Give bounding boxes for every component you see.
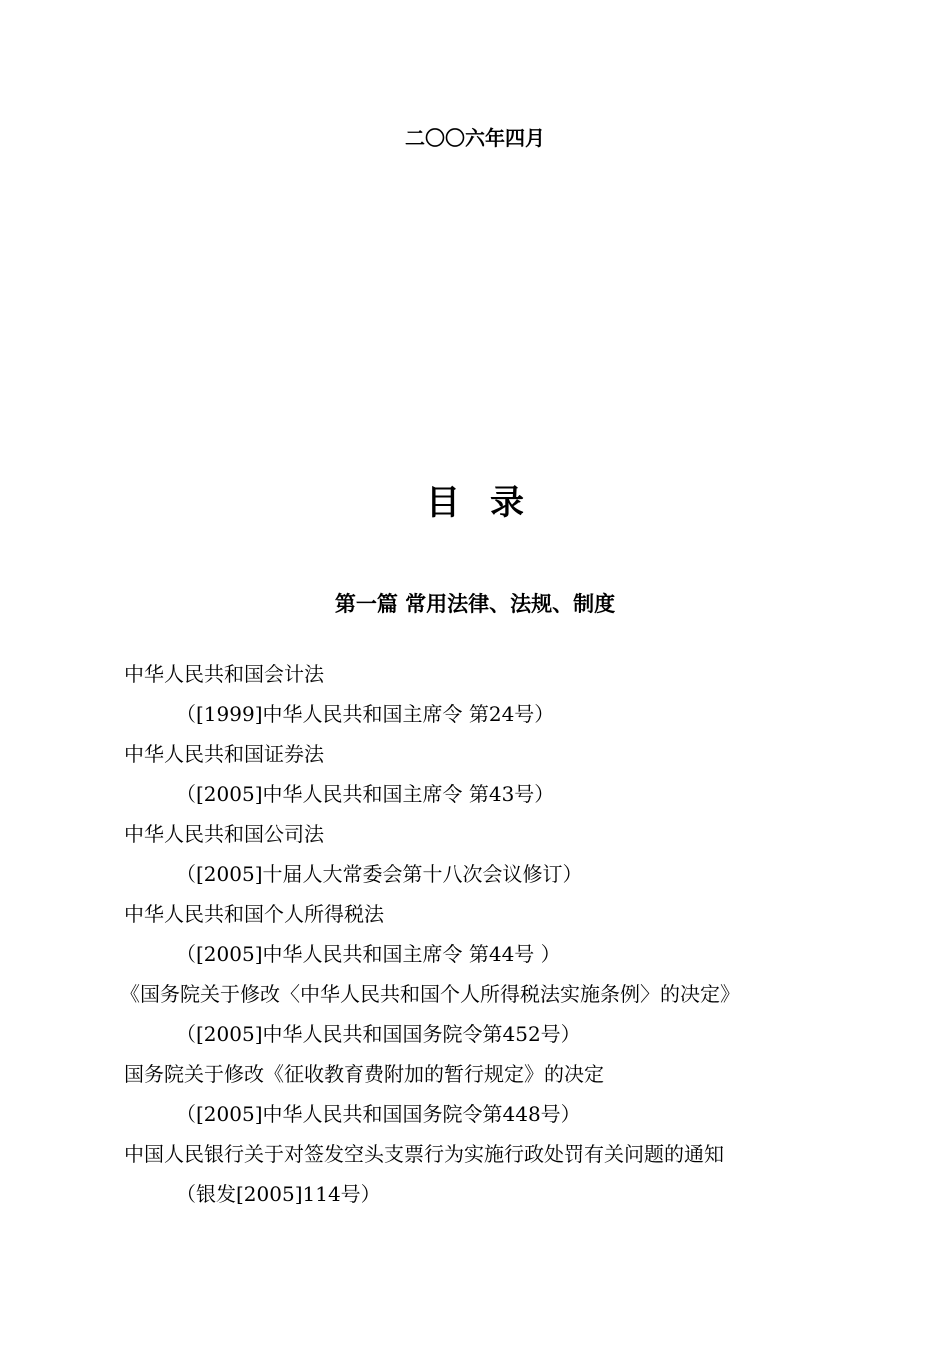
toc-entry-title[interactable]: 《国务院关于修改〈中华人民共和国个人所得税法实施条例〉的决定》 xyxy=(120,982,740,1006)
toc-entry xyxy=(124,654,904,734)
toc-entry xyxy=(124,814,904,894)
toc-entry xyxy=(124,734,904,814)
toc-entry-title[interactable]: 中华人民共和国证券法 xyxy=(124,742,324,766)
toc-entry-title[interactable]: 国务院关于修改《征收教育费附加的暂行规定》的决定 xyxy=(124,1062,604,1086)
toc-entry-source: （[2005]十届人大常委会第十八次会议修订） xyxy=(176,862,583,886)
toc-entry xyxy=(124,894,904,974)
toc-list xyxy=(120,654,904,1214)
toc-entry-source: （[2005]中华人民共和国国务院令第452号） xyxy=(176,1022,581,1046)
toc-entry-source: （[1999]中华人民共和国主席令 第24号） xyxy=(176,702,555,726)
toc-entry xyxy=(124,1134,904,1214)
toc-entry-source: （银发[2005]114号） xyxy=(176,1182,381,1206)
toc-entry-source: （[2005]中华人民共和国主席令 第44号 ） xyxy=(176,942,561,966)
toc-title: 目录 xyxy=(426,483,554,523)
toc-entry-source: （[2005]中华人民共和国主席令 第43号） xyxy=(176,782,555,806)
toc-entry-title[interactable]: 中华人民共和国个人所得税法 xyxy=(124,902,384,926)
toc-entry xyxy=(120,974,904,1054)
document-date: 二〇〇六年四月 xyxy=(405,126,545,150)
toc-entry-title[interactable]: 中国人民银行关于对签发空头支票行为实施行政处罚有关问题的通知 xyxy=(124,1142,724,1166)
toc-entry-title[interactable]: 中华人民共和国公司法 xyxy=(124,822,324,846)
part-heading: 第一篇 常用法律、法规、制度 xyxy=(334,591,616,616)
toc-entry-source: （[2005]中华人民共和国国务院令第448号） xyxy=(176,1102,581,1126)
toc-entry-title[interactable]: 中华人民共和国会计法 xyxy=(124,662,324,686)
toc-entry xyxy=(124,1054,904,1134)
